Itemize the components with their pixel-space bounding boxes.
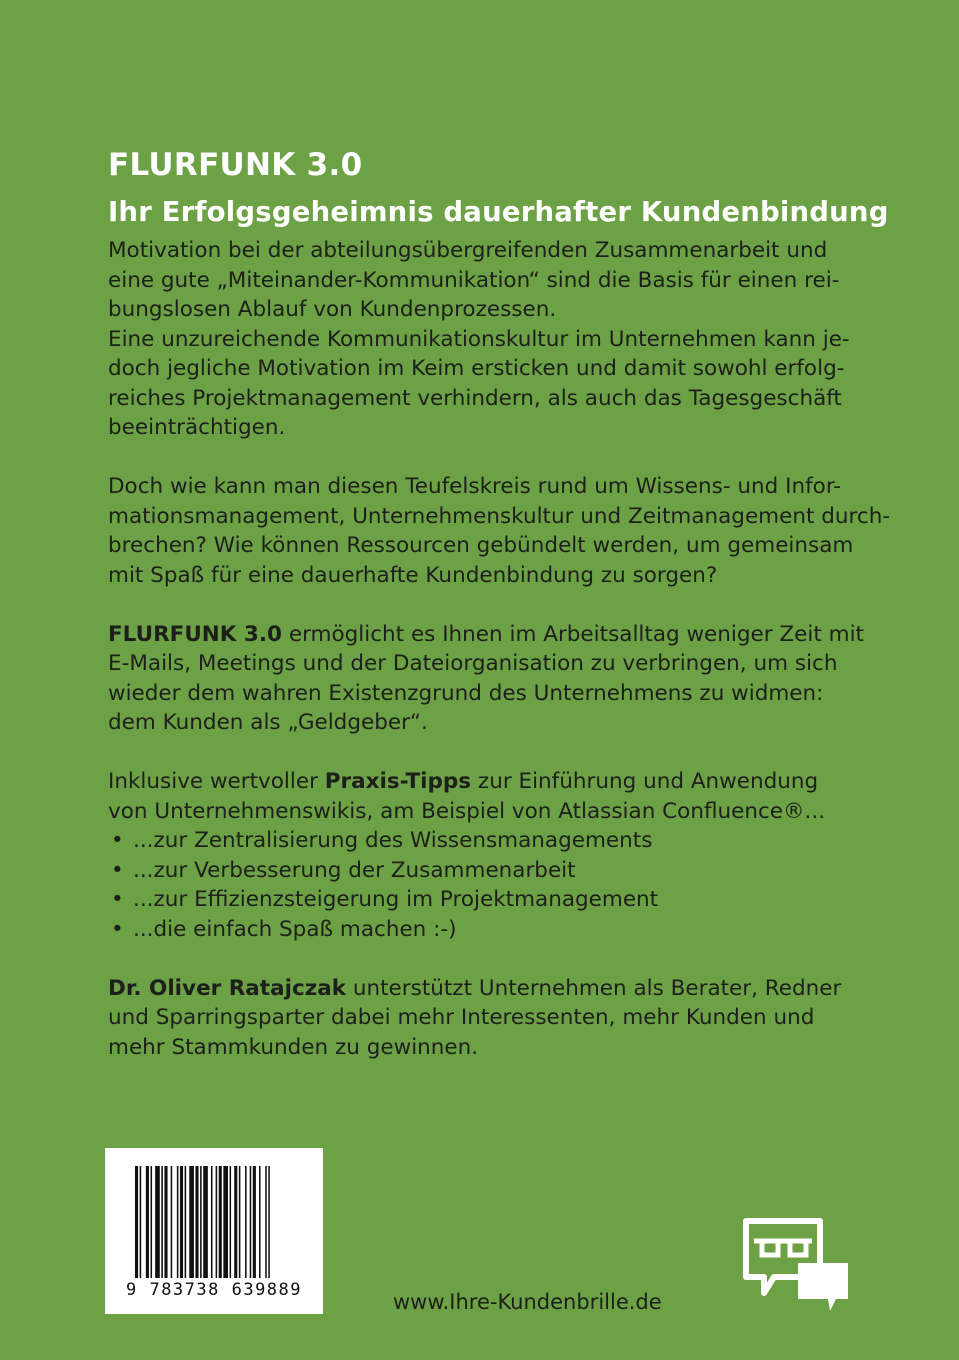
barcode-bar [211,1166,213,1278]
barcode-bar [161,1166,163,1278]
website-url[interactable]: www.Ihre-Kundenbrille.de [393,1290,662,1314]
barcode-bar [265,1166,267,1278]
barcode-bar [253,1166,256,1278]
list-item: • ...zur Zentralisierung des Wissensmanagements [108,826,868,856]
book-subtitle: Ihr Erfolgsgeheimnis dauerhafter Kundenbindung [108,196,889,228]
chat-bubble-logo-icon [740,1215,855,1315]
book-title: FLURFUNK 3.0 [108,147,363,183]
barcode-bar [146,1166,149,1278]
barcode [105,1148,323,1314]
barcode-bar [135,1166,138,1278]
barcode-bar [203,1166,208,1278]
text-line: doch jegliche Motivation im Keim ersticken und damit sowohl erfolg- [108,356,845,381]
text-line: Doch wie kann man diesen Teufelskreis rund um Wissens- und Infor- [108,474,842,499]
isbn-number: 9 783738 639889 [125,1280,303,1300]
text-line: reiches Projektmanagement verhindern, als auch das Tagesgeschäft [108,385,842,411]
paragraph-intro [108,236,868,443]
author-name: Dr. Oliver Ratajczak [108,975,347,1001]
barcode-bar [171,1166,173,1278]
barcode-bar [164,1166,167,1278]
barcode-bar [223,1166,228,1278]
barcode-bar [230,1166,232,1278]
barcode-bar [259,1166,261,1278]
text-line: eine gute „Miteinander-Kommunikation“ sind die Basis für einen rei- [108,267,840,293]
paragraph-benefit [108,620,868,738]
barcode-bar [189,1166,194,1278]
text-line: brechen? Wie können Ressourcen gebündelt werden, um gemeinsam [108,533,854,558]
barcode-bar [185,1166,187,1278]
barcode-bar [200,1166,202,1278]
text-line: mationsmanagement, Unternehmenskultur und Zeitmanagement durch- [108,503,891,529]
paragraph-tips [108,767,868,944]
text-line: mit Spaß für eine dauerhafte Kundenbindung zu sorgen? [108,562,718,588]
text-line: E-Mails, Meetings und der Dateiorganisation zu verbringen, um sich [108,651,838,676]
barcode-bar [151,1166,153,1278]
barcode-bar [155,1166,160,1278]
barcode-bar [177,1166,179,1278]
barcode-bar [245,1166,247,1278]
bullet-icon: • [111,828,124,853]
text-line: mehr Stammkunden zu gewinnen. [108,1034,479,1060]
barcode-bar [250,1166,252,1278]
bullet-icon: • [111,857,124,883]
text-line: dem Kunden als „Geldgeber“. [108,710,428,735]
paragraph-question [108,472,891,590]
barcode-bar [219,1166,222,1278]
paragraph-author [108,974,868,1063]
text-line: wieder dem wahren Existenzgrund des Unternehmens zu widmen: [108,680,824,706]
text-line: Inklusive wertvoller Praxis-Tipps zur Einführung und Anwendung [108,769,819,794]
text-line: und Sparringsparter dabei mehr Interessenten, mehr Kunden und [108,1005,815,1030]
barcode-bar [216,1166,218,1278]
barcode-bar [195,1166,198,1278]
barcode-bar [239,1166,241,1278]
bullet-icon: • [111,887,124,912]
list-item: • ...die einfach Spaß machen :-) [108,915,868,945]
text-line: bungslosen Ablauf von Kundenprozessen. [108,297,557,322]
text-line: Eine unzureichende Kommunikationskultur im Unternehmen kann je- [108,326,850,352]
text-line: Motivation bei der abteilungsübergreifenden Zusammenarbeit und [108,238,828,263]
barcode-bar [234,1166,237,1278]
list-item: • ...zur Verbesserung der Zusammenarbeit [108,856,868,886]
text-line: beeinträchtigen. [108,415,286,440]
barcode-bar [140,1166,142,1278]
back-cover-text [108,146,891,1062]
bullet-icon: • [111,916,124,942]
text-line: FLURFUNK 3.0 ermöglicht es Ihnen im Arbeitsalltag weniger Zeit mit [108,621,864,647]
praxis-tipps: Praxis-Tipps [324,769,472,794]
list-item: • ...zur Effizienzsteigerung im Projektmanagement [108,885,868,915]
barcode-bar [180,1166,183,1278]
brand-name: FLURFUNK 3.0 [108,621,283,647]
text-line: Dr. Oliver Ratajczak unterstützt Unternehmen als Berater, Redner [108,975,842,1001]
text-line: von Unternehmenswikis, am Beispiel von Atlassian Confluence®... [108,798,826,824]
barcode-bar [268,1166,270,1278]
